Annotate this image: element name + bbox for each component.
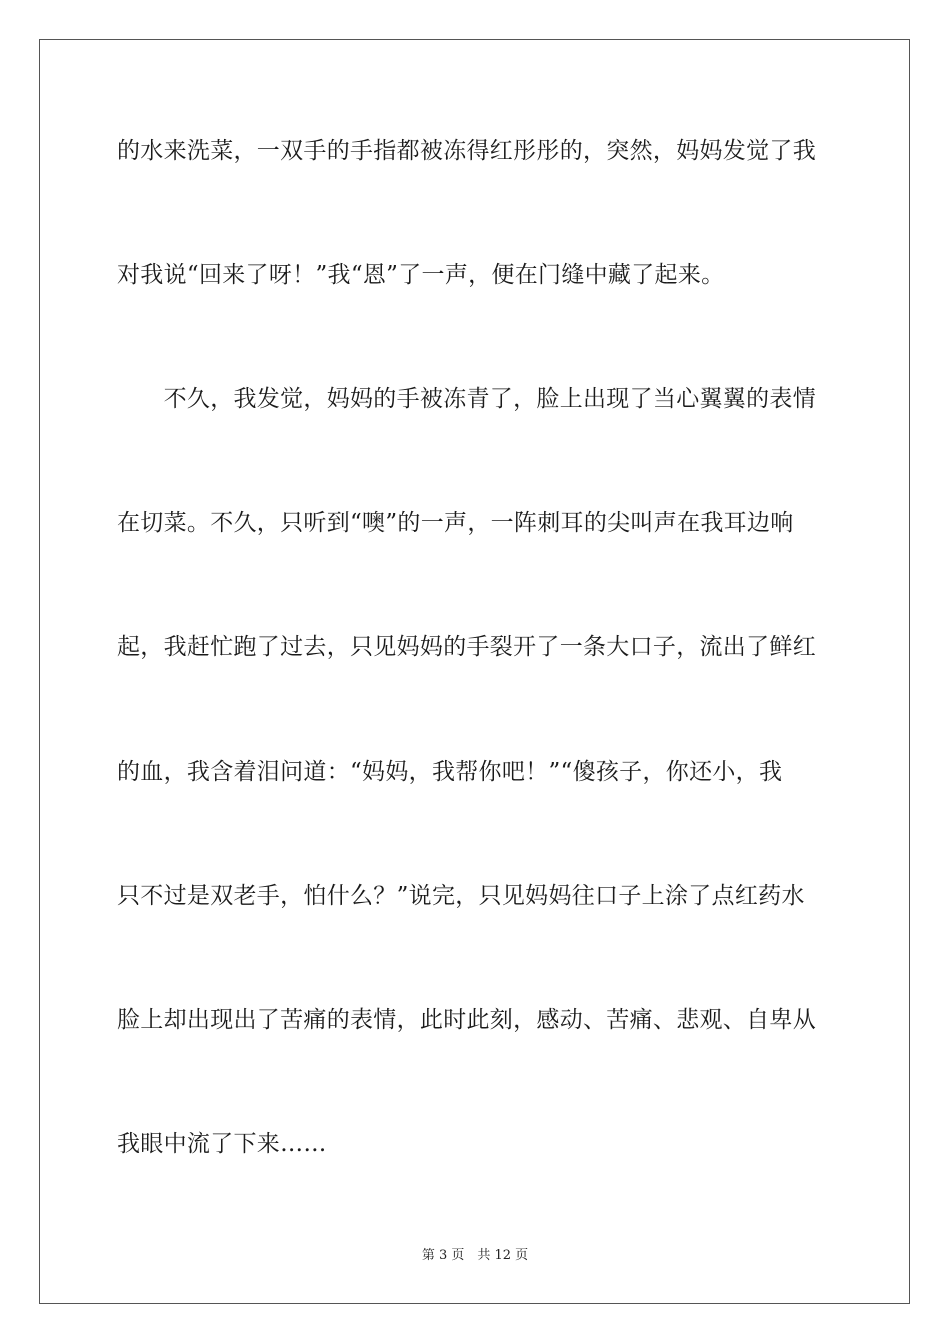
body-line-2: 对我说“回来了呀！”我“恩”了一声，便在门缝中藏了起来。 <box>117 262 725 288</box>
body-line-4: 在切菜。不久，只听到“噢”的一声，一阵刺耳的尖叫声在我耳边响 <box>117 510 794 536</box>
body-line-9: 我眼中流了下来…… <box>117 1131 327 1157</box>
body-line-5: 起，我赶忙跑了过去，只见妈妈的手裂开了一条大口子，流出了鲜红 <box>117 634 816 660</box>
body-line-3: 不久，我发觉，妈妈的手被冻青了，脸上出现了当心翼翼的表情 <box>117 386 816 412</box>
page-footer <box>0 1247 950 1265</box>
page-number: 第 3 页 共 12 页 <box>421 1248 529 1263</box>
page-border <box>39 39 910 1304</box>
body-line-7: 只不过是双老手，怕什么？”说完，只见妈妈往口子上涂了点红药水 <box>117 883 805 909</box>
body-line-1: 的水来洗菜，一双手的手指都被冻得红彤彤的，突然，妈妈发觉了我 <box>117 138 816 164</box>
body-line-6: 的血，我含着泪问道：“妈妈，我帮你吧！”“傻孩子，你还小，我 <box>117 759 783 785</box>
body-line-8: 脸上却出现出了苦痛的表情，此时此刻，感动、苦痛、悲观、自卑从 <box>117 1007 816 1033</box>
